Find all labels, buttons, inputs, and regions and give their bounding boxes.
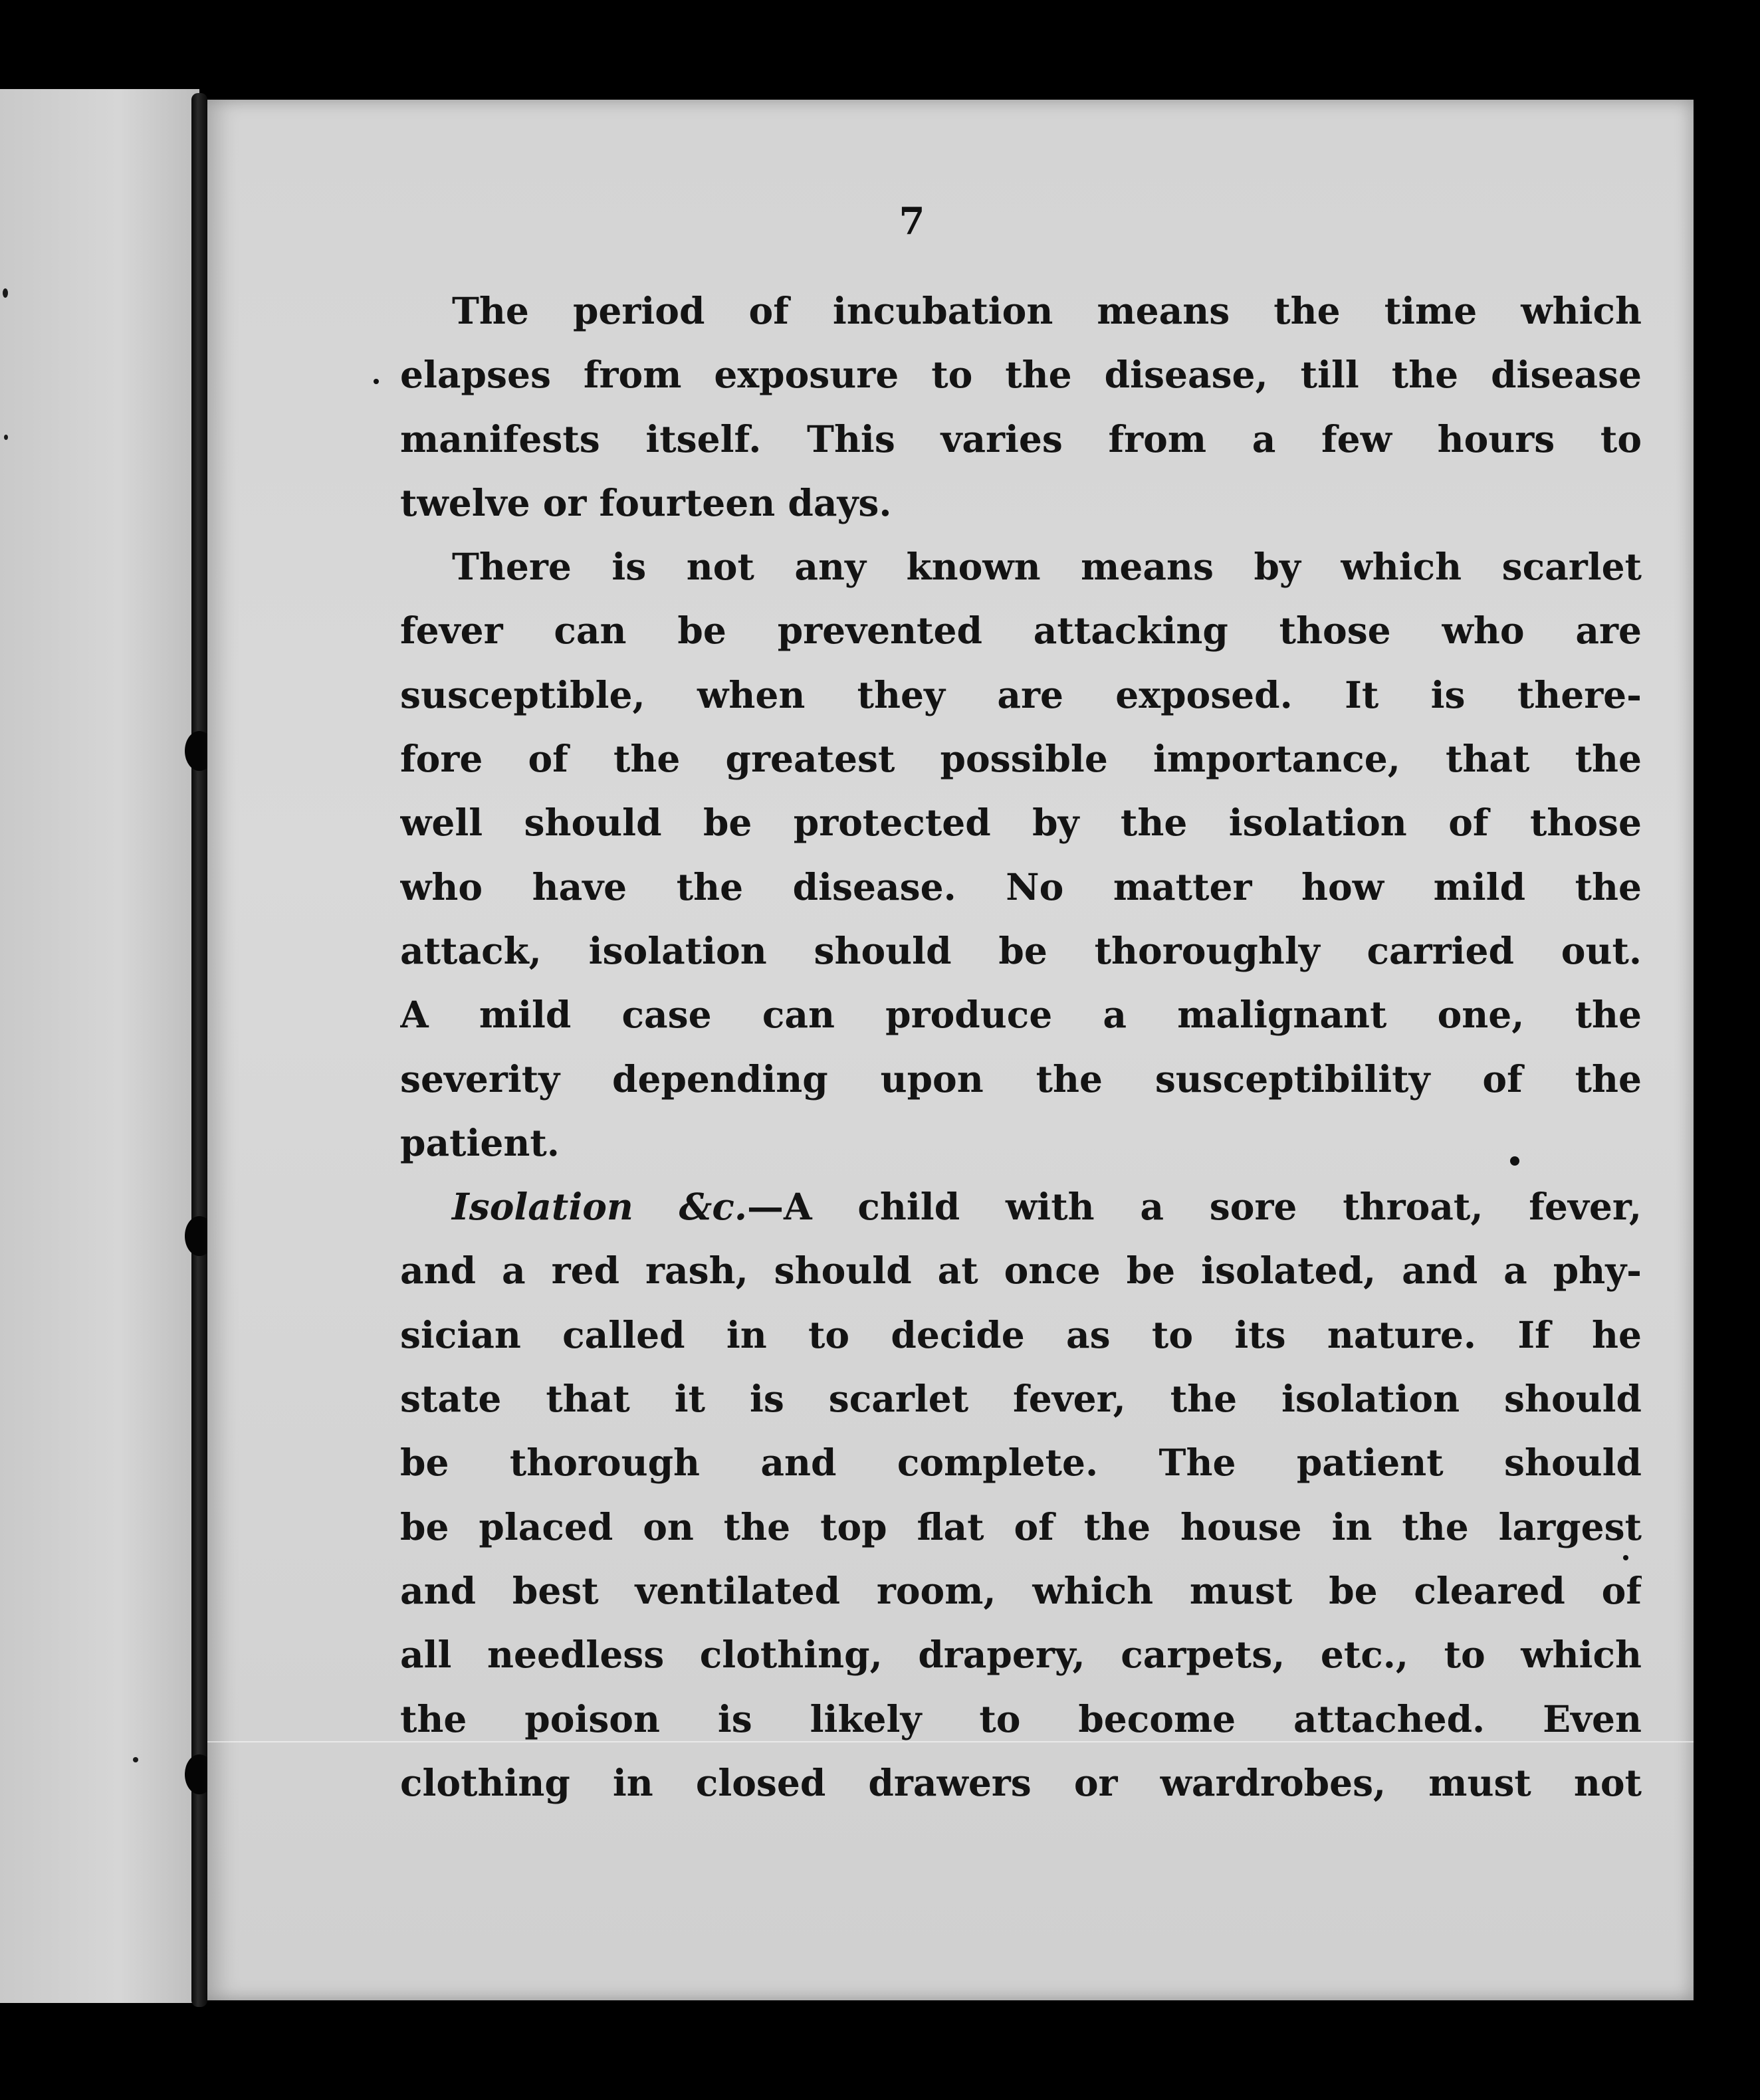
text-line: fever can be prevented attacking those who are [400,609,1642,653]
text-line: patient. [400,1120,560,1164]
text-run: —A child with a sore throat, fever, [746,1185,1642,1229]
paragraph-prevention [400,535,1642,1175]
ink-dot [374,379,379,384]
text-line: the poison is likely to become attached. Even [400,1697,1642,1740]
body-text [400,279,1642,1815]
text-line: attack, isolation should be thoroughly carried out. [400,928,1642,972]
text-line: twelve or fourteen days. [400,480,892,524]
text-line [400,1175,1642,1239]
paragraph-incubation [400,279,1642,535]
text-line: susceptible, when they are exposed. It is there- [400,673,1642,716]
text-line: elapses from exposure to the disease, till the disease [400,353,1642,397]
page-number: 7 [899,199,925,243]
ink-speck [133,1757,138,1762]
facing-page-edge [0,89,199,2003]
paragraph-isolation [400,1175,1642,1815]
text-line: sician called in to decide as to its nature. If he [400,1312,1642,1356]
text-line: A mild case can produce a malignant one, the [400,993,1642,1037]
ink-speck [4,435,8,440]
text-line: severity depending upon the susceptibility of the [400,1057,1642,1101]
text-line: be placed on the top flat of the house in the largest [400,1505,1642,1548]
text-line: clothing in closed drawers or wardrobes, must not [400,1760,1642,1804]
ink-dot [1623,1555,1628,1560]
text-line: all needless clothing, drapery, carpets, etc., to which [400,1633,1642,1677]
ink-dot [1510,1156,1519,1166]
book-spine [191,93,207,2007]
text-line: who have the disease. No matter how mild the [400,865,1642,908]
book-page [207,100,1694,2000]
text-line: fore of the greatest possible importance, that the [400,737,1642,781]
text-line: and best ventilated room, which must be cleared of [400,1568,1642,1612]
text-line: manifests itself. This varies from a few hours to [400,417,1642,461]
text-line: The period of incubation means the time which [452,289,1642,332]
text-line: be thorough and complete. The patient should [400,1441,1642,1485]
text-line: well should be protected by the isolation of those [400,801,1642,845]
ink-speck [3,288,8,298]
text-line: state that it is scarlet fever, the isolation should [400,1377,1642,1421]
text-line: There is not any known means by which scarlet [452,545,1642,589]
section-heading: Isolation &c. [452,1185,747,1229]
text-line: and a red rash, should at once be isolated, and a phy- [400,1249,1642,1293]
